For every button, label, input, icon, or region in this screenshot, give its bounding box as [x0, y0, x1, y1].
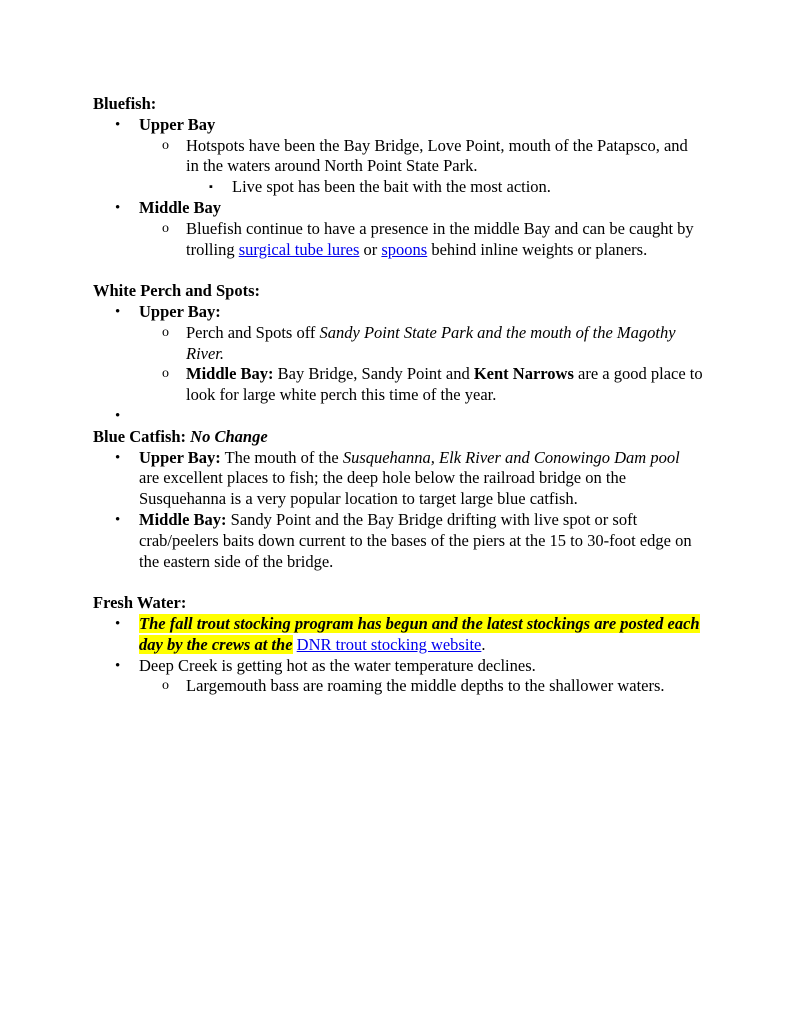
- item-text: Bay Bridge, Sandy Point and: [273, 364, 474, 384]
- circle-bullet-icon: o: [162, 678, 169, 694]
- circle-bullet-icon: o: [162, 324, 169, 340]
- item-text: behind inline weights or planers.: [427, 239, 648, 259]
- bullet-icon: •: [115, 657, 121, 674]
- section-heading-perch: White Perch and Spots:: [93, 281, 260, 301]
- item-text: are excellent places to fish; the deep hole below the railroad bridge on the Susquehanna is a very popular location to target large blue catfish.: [139, 468, 627, 509]
- item-label: Middle Bay:: [186, 364, 274, 384]
- list-item: [93, 510, 703, 572]
- item-text: Perch and Spots off: [186, 322, 320, 342]
- bullet-icon: •: [115, 303, 121, 320]
- circle-bullet-icon: o: [162, 220, 169, 236]
- section-heading-fresh-water: Fresh Water:: [93, 593, 187, 613]
- surgical-tube-lures-link[interactable]: surgical tube lures: [238, 239, 360, 259]
- list-item: [93, 198, 703, 219]
- section-heading-catfish: Blue Catfish: No Change: [93, 426, 268, 446]
- list-item: [93, 115, 703, 136]
- item-text: Hotspots have been the Bay Bridge, Love Point, mouth of the Patapsco, and in the waters around North Point State Park.: [186, 135, 688, 176]
- item-text: are a good place to look for large white perch this time of the year.: [186, 364, 703, 405]
- item-text: Sandy Point and the Bay Bridge drifting with live spot or soft crab/peelers baits down current to the bases of the piers at the 15 to 30-foot edge on the eastern side of the bridge.: [139, 509, 692, 571]
- list-item: [93, 219, 703, 261]
- item-label: Upper Bay:: [139, 447, 221, 467]
- item-label: Middle Bay: [139, 197, 222, 217]
- list-item: [93, 448, 703, 510]
- bullet-icon: •: [115, 407, 121, 424]
- empty-list-item: [93, 406, 703, 427]
- list-item: [93, 302, 703, 323]
- item-text: Bluefish continue to have a presence in the middle Bay and can be caught by trolling: [186, 218, 694, 259]
- spacer: [93, 260, 703, 281]
- dnr-trout-stocking-link[interactable]: DNR trout stocking website: [296, 634, 482, 654]
- document-page: [93, 94, 703, 697]
- item-text: .: [481, 634, 486, 654]
- list-item: [93, 364, 703, 406]
- bullet-icon: •: [115, 615, 121, 632]
- item-text: Live spot has been the bait with the most action.: [232, 177, 551, 197]
- item-text-bold: Kent Narrows: [473, 364, 574, 384]
- square-bullet-icon: ▪: [209, 181, 213, 194]
- highlighted-text: The fall trout stocking program has begun and the latest stockings are posted each day by the crews at the: [139, 613, 700, 654]
- circle-bullet-icon: o: [162, 137, 169, 153]
- spoons-link[interactable]: spoons: [381, 239, 428, 259]
- item-text-italic: Susquehanna, Elk River and Conowingo Dam pool: [342, 447, 680, 467]
- item-text: Largemouth bass are roaming the middle depths to the shallower waters.: [186, 676, 665, 696]
- list-item: [93, 177, 703, 198]
- item-label: Upper Bay:: [139, 301, 221, 321]
- list-item: [93, 136, 703, 178]
- bullet-icon: •: [115, 116, 121, 133]
- item-text: or: [359, 239, 382, 259]
- bullet-icon: •: [115, 449, 121, 466]
- list-item: [93, 676, 703, 697]
- list-item: [93, 323, 703, 365]
- spacer: [93, 572, 703, 593]
- item-label: Middle Bay:: [139, 509, 227, 529]
- item-label: Upper Bay: [139, 114, 216, 134]
- item-text: The mouth of the: [220, 447, 343, 467]
- bullet-icon: •: [115, 199, 121, 216]
- bullet-icon: •: [115, 511, 121, 528]
- item-text: Deep Creek is getting hot as the water temperature declines.: [139, 655, 536, 675]
- section-heading-bluefish: Bluefish:: [93, 94, 157, 113]
- circle-bullet-icon: o: [162, 366, 169, 382]
- list-item: [93, 656, 703, 677]
- item-text-italic: Sandy Point State Park and the mouth of the Magothy River.: [186, 322, 676, 363]
- list-item: [93, 614, 703, 656]
